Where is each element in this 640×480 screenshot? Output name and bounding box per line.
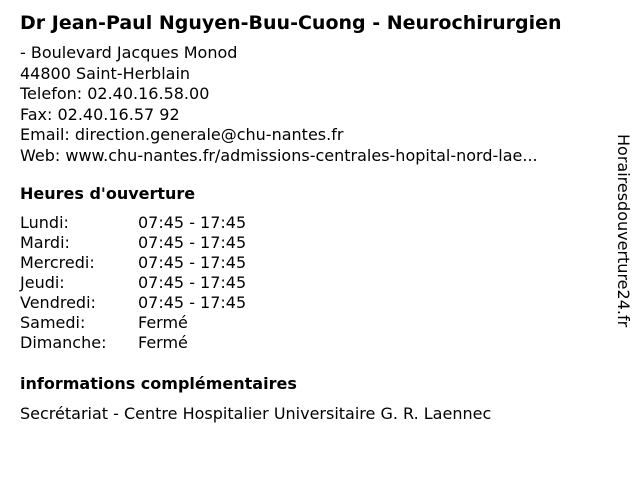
opening-hours-heading: Heures d'ouverture — [20, 184, 196, 203]
hours-row-friday — [20, 293, 246, 313]
additional-info-text: Secrétariat - Centre Hospitalier Universitaire G. R. Laennec — [20, 404, 492, 423]
website-url: Web: www.chu-nantes.fr/admissions-centrales-hopital-nord-lae... — [20, 145, 538, 165]
time-value: Fermé — [138, 313, 188, 332]
day-label: Mardi: — [20, 233, 70, 252]
opening-hours-table — [20, 213, 246, 353]
phone-number: Telefon: 02.40.16.58.00 — [20, 84, 210, 103]
hours-row-thursday — [20, 273, 246, 293]
day-label: Vendredi: — [20, 293, 96, 312]
day-label: Dimanche: — [20, 333, 107, 352]
site-watermark: Horairesdouverture24.fr — [614, 134, 633, 328]
contact-block — [20, 43, 538, 166]
hours-row-wednesday — [20, 253, 246, 273]
day-label: Mercredi: — [20, 253, 95, 272]
address-city: 44800 Saint-Herblain — [20, 63, 191, 83]
hours-row-monday — [20, 213, 246, 233]
hours-row-tuesday — [20, 233, 246, 253]
time-value: 07:45 - 17:45 — [138, 253, 247, 272]
fax-number: Fax: 02.40.16.57 92 — [20, 104, 180, 124]
time-value: 07:45 - 17:45 — [138, 213, 247, 232]
time-value: 07:45 - 17:45 — [138, 293, 247, 312]
day-label: Jeudi: — [20, 273, 65, 292]
hours-row-saturday — [20, 313, 246, 333]
time-value: 07:45 - 17:45 — [138, 273, 247, 292]
page-title: Dr Jean-Paul Nguyen-Buu-Cuong - Neurochirurgien — [20, 12, 562, 34]
time-value: Fermé — [138, 333, 188, 352]
time-value: 07:45 - 17:45 — [138, 233, 247, 252]
additional-info-heading: informations complémentaires — [20, 374, 297, 393]
day-label: Samedi: — [20, 313, 86, 332]
hours-row-sunday — [20, 333, 246, 353]
email-address: Email: direction.generale@chu-nantes.fr — [20, 125, 344, 144]
address-street: - Boulevard Jacques Monod — [20, 43, 238, 62]
day-label: Lundi: — [20, 213, 69, 232]
